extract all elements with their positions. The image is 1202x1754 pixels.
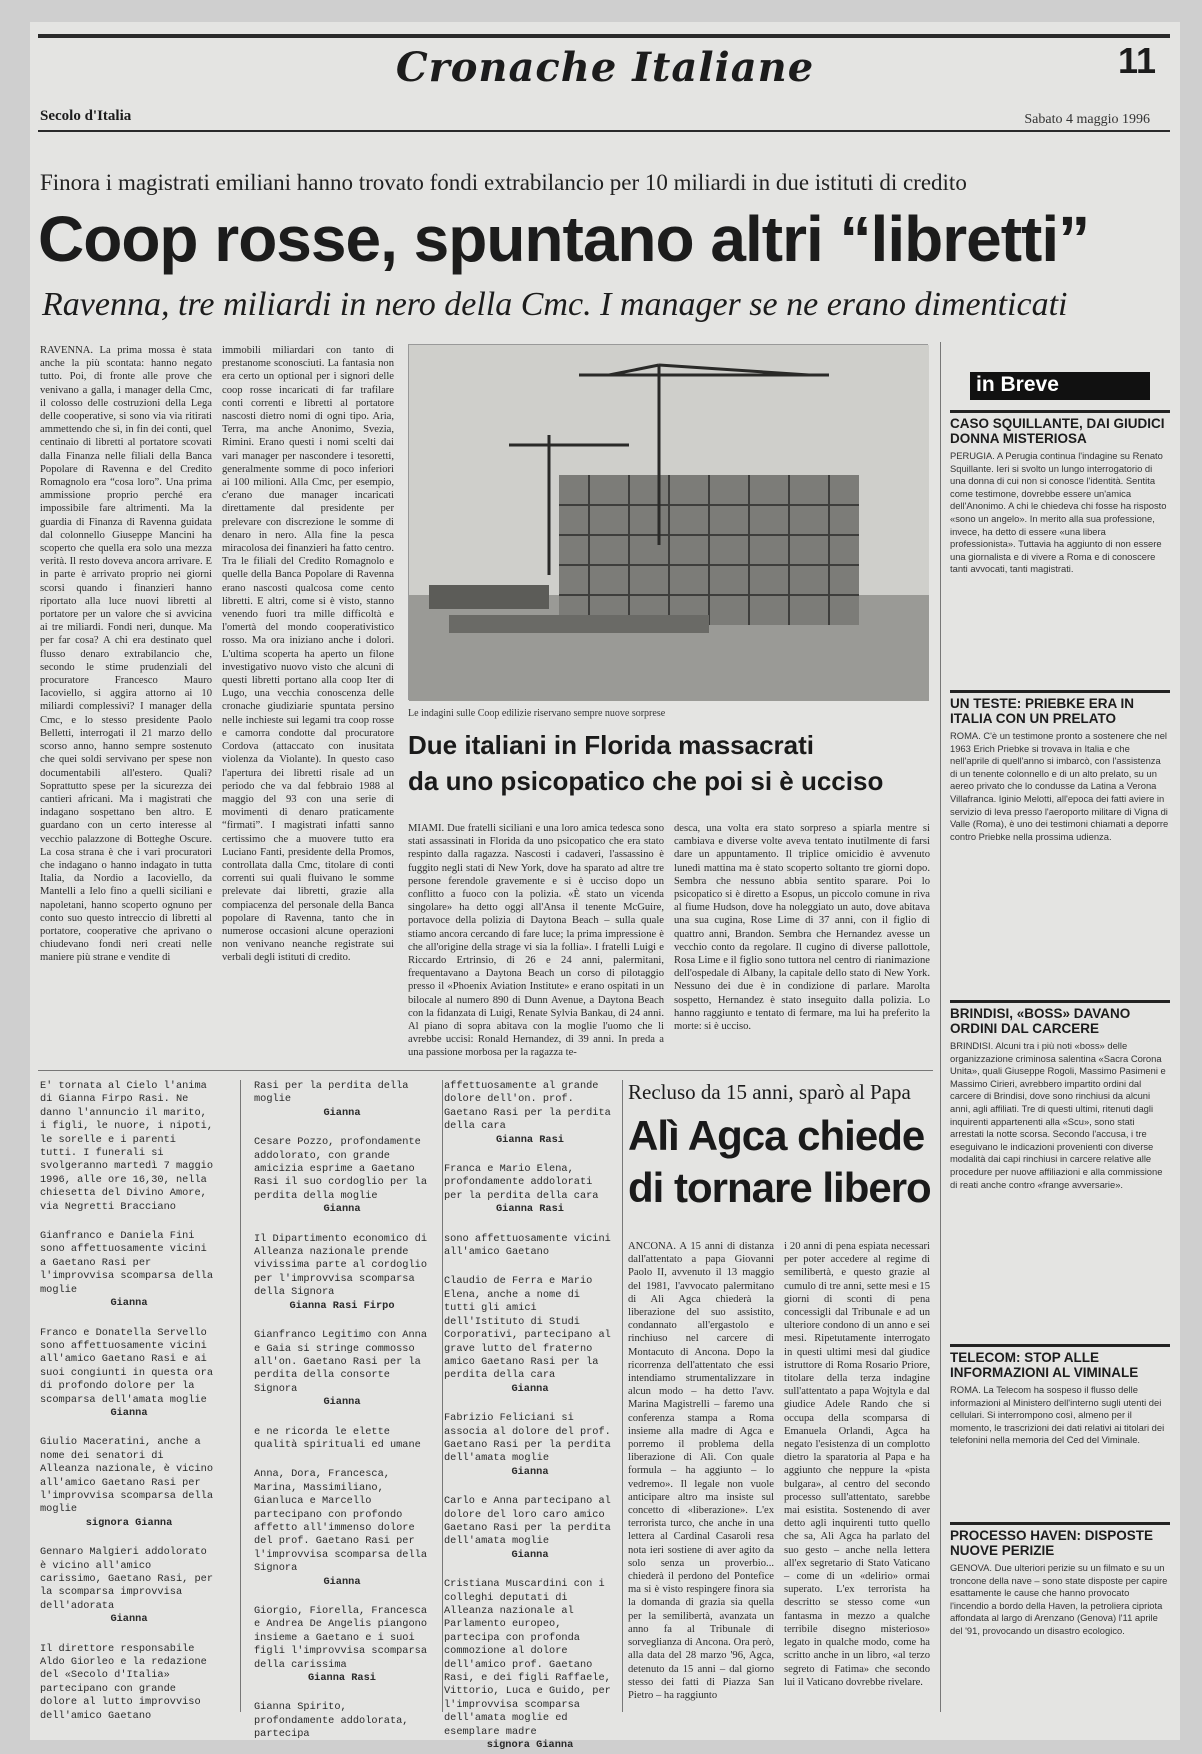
newspaper-page [30,22,1180,1752]
construction-site-photo [408,344,928,700]
obituary-notice [254,1233,430,1313]
agca-article-column-2: i 20 anni di pena espiata necessari per poter accedere al regime di semilibertà, e questo grazie al cumulo di tre anni, sette mesi e 15 giorni di sconti di pena concessigli dal Tribunale e ad un ulteriore condono di un anno e sei mesi. Ripetutamente interrogato in questi ultimi mesi dal giudice istruttore di Roma Rosario Priore, titolare della terza indagine sull'attentato a papa Wojtyla e dal giudice Adele Rando che si occupa della scomparsa di Emanuela Orlandi, Agca ha negato l'esistenza di un complotto dietro la sparatoria al Papa e ha aggiunto che neppure la «pista bulgara», al centro del secondo processo sull'attentato, sarebbe mai esistita. Sostenendo di aver detto agli inquirenti tutto quello che sa, Alì Agca ha parlato del suo gesto – anche nella lettera all'ex segretario di Stato Vaticano – come di un «delirio» ormai superato. L'ex terrorista ha descritto se stesso come «un fantasma in mezzo a qualche terribile disegno misterioso» legato in qualche modo, come ha scritto anche in un libro, «al terzo segreto di Fatima» che secondo lui il Vaticano dovrebbe rivelare. [784,1241,930,1688]
brief-item [950,1344,1170,1504]
obituary-signature: Gianna [511,1548,549,1561]
obituary-text: Gennaro Malgieri addolorato è vicino all'amico carissimo, Gaetano Rasi, per la scomparsa improvvisa dell'adorata [40,1546,214,1612]
newspaper-name: Secolo d'Italia [40,108,132,124]
florida-article-column-2: desca, una volta era stato sorpreso a spiarla mentre si cambiava e diverse volte aveva tentato inutilmente di farsi dare un appuntamento. Il triplice omicidio è avvenuto lunedì mattina ma è stato scoperto soltanto tre giorni dopo. Sembra che nessuno abbia sentito sparare. Poi lo psicopatico si è diretto a Esopus, un piccolo comune in riva al fiume Hudson, dove ha noleggiato un auto, dove abitava una sua cugina, Rose Lime di 37 anni, con il figlio di quattro anni, Brandon. Sembra che Hernandez avesse un vecchio conto da regolare. Il cugino di diverse pallottole, Rosa Lime e il figlio sono tuttora nel centro di rianimazione dell'ospedale di Albany, la capitale dello stato di New York. Nessuno dei due è in condizione di parlare. Marolta sospetto, Hernandez è stato inseguito dalla polizia. Lo hanno raggiunto e tentato di fermare, ma lui ha preferito la morte: si è ucciso. [674,823,930,1033]
obituary-notice [444,1578,616,1752]
obituary-notice [444,1163,616,1217]
obituary-text: Carlo e Anna partecipano al dolore del loro caro amico Gaetano Rasi per la perdita dell'amata moglie [444,1495,611,1548]
agca-headline-line-2: di tornare libero [628,1164,931,1211]
section-masthead: Cronache Italiane [395,44,815,91]
agca-kicker: Recluso da 15 anni, sparò al Papa [628,1080,911,1104]
photo-caption: Le indagini sulle Coop edilizie riservano sempre nuove sorprese [408,708,666,719]
brief-title: UN TESTE: PRIEBKE ERA IN ITALIA CON UN PRELATO [950,690,1170,726]
lead-article-column-2: immobili miliardari con tanto di prestanome sconosciuti. La fantasia non era certo un optional per i signori delle coop rosse incaricati di far trafilare conti correnti e libretti al portatore nascosti dietro nomi di ogni tipo. Aria, Terra, ma anche Anonimo, Svezia, Rimini. Erano questi i nomi scelti dai vari manager per nascondere i tesoretti, generalmente somme di poco inferiori ai 100 milioni. Alla Cmc, per esempio, c'erano due manager incaricati direttamente dal presidente per prelevare con discrezione le somme di denaro in nero. Alla fine la pesca miracolosa dei finanzieri ha fatto centro. Tra le filiali del Credito Romagnolo e quelle della Banca Popolare di Ravenna erano nascosti qualcosa come cento libretti. E altri, come si è visto, stanno venendo fuori tra mille difficoltà e l'omertà del mondo cooperativistico rosso. Ma ora iniziano anche i dolori. L'ultima scoperta ha aperto un filone investigativo nuovo visto che alcuni di questi libretti portano alla coop Iter di Lugo, una vecchia conoscenza delle cronache giudiziarie spuntata persino nelle inchieste sui legami tra coop rosse e camorra condotte dal procuratore Cordova (attaccato con inusitata violenza da Violante). In questo caso l'apertura dei libretti risale ad un periodo che va dal febbraio 1988 al maggio del 93 con una serie di movimenti di denaro praticamente “firmati”. I magistrati infatti sanno certissimo che a muovere tutto era Luciano Fanti, presidente della Promos, controllata dalla Cmc, titolare di conti correnti sui quali fluivano le somme prelevate dai libretti, grazie alla compiacenza del personale della Banca popolare di Ravenna, tanto che in numerose occasioni alcune operazioni non venivano neanche registrate sui verbali degli istituti di credito. [222,345,394,964]
brief-item [950,1522,1170,1712]
construction-photo-illustration [409,345,929,701]
obituary-notice [40,1327,218,1421]
obituary-text: Claudio de Ferra e Mario Elena, anche a nome di tutti gli amici dell'Istituto di Studi Corporativi, partecipano al grave lutto del fraterno amico Gaetano Rasi per la perdita della cara [444,1275,611,1382]
brief-item [950,1000,1170,1330]
lead-deck: Ravenna, tre miliardi in nero della Cmc. I manager se ne erano dimenticati [42,286,1068,323]
obituary-column-1 [40,1080,218,1722]
obituary-signature: Gianna Rasi [308,1672,376,1685]
obituary-text: Gianfranco Legitimo con Anna e Gaia si stringe commosso all'on. Gaetano Rasi per la perdita della consorte Signora [254,1329,428,1395]
obituary-notice [40,1230,218,1310]
obituary-signature: Gianna [323,1203,361,1216]
brief-item [950,690,1170,958]
obituary-signature: Gianna [110,1297,148,1310]
obituary-text: E' tornata al Cielo l'anima di Gianna Firpo Rasi. Ne danno l'annuncio il marito, i figli, le nuore, i nipoti, le sorelle e i parenti tutti. I funerali si svolgeranno martedì 7 maggio 1996, alle ore 16,30, nella chiesetta del Divino Amore, via Negretti Bracciano [40,1080,214,1213]
obituary-text: Il Dipartimento economico di Alleanza nazionale prende vivissima parte al cordoglio per l'improvvisa scomparsa della Signora [254,1232,428,1299]
obituary-notice [254,1136,430,1216]
florida-headline-line-1: Due italiani in Florida massacrati [408,730,815,760]
obituary-text: Anna, Dora, Francesca, Marina, Massimiliano, Gianluca e Marcello partecipano con profondo affetto all'immenso dolore del prof. Gaetano Rasi per l'improvvisa scomparsa della Signora [254,1468,428,1575]
obituary-signature: Gianna Rasi [496,1133,564,1146]
obituary-notice [254,1080,430,1120]
obituary-separator [442,1080,443,1712]
obituary-notice [40,1546,218,1626]
obituary-signature: Gianna [323,1575,361,1588]
obituary-text: affettuosamente al grande dolore dell'on. prof. Gaetano Rasi per la perdita della cara [444,1080,611,1133]
brief-text: BRINDISI. Alcuni tra i più noti «boss» delle organizzazione criminosa salentina «Sacra Corona Unita», quali Giuseppe Rogoli, Massimo Pasimeni e Massimo Cirieri, avrebbero impartito ordini dal carcere di Brindisi, dove sono rinchiusi da alcuni anni, agli affiliati. Tre di questi ultimi, ritenuti dagli inquirenti appartenenti alla «Scu», sono stati arrestati la notte scorsa. Secondo l'accusa, i tre eseguivano le indicazioni provenienti con diverse modalità dai capi rinchiusi in carcere relative alle procedure per nuove affiliazioni e alla commissione di reati anche contro «frange avversarie». [950,1040,1166,1190]
obituary-notice [254,1468,430,1589]
obituary-signature: Gianna [511,1382,549,1395]
brief-text: ROMA. C'è un testimone pronto a sostenere che nel 1963 Erich Priebke si trovava in Italia e che nell'aprile di quell'anno si imbarcò, con l'assistenza di un tenente colonnello e di un alto prelato, su un aereo privato che lo condusse da Latina a Verona Villafranca. Iginio Melotti, all'epoca dei fatti aviere in servizio di leva presso l'aeroporto militare di Vigna di Valle (Roma), è uno dei testimoni chiamati a deporre contro Priebke nella prossima udienza. [950,730,1169,842]
obituary-notice [254,1605,430,1685]
obituary-text: Gianna Spirito, profondamente addolorata, partecipa [254,1701,409,1741]
obituary-notice [444,1233,616,1260]
issue-date: Sabato 4 maggio 1996 [1024,112,1150,127]
obituary-notice [254,1426,430,1453]
obituary-signature: signora Gianna [486,1739,574,1752]
obituary-notice [40,1436,218,1530]
obituary-column-2 [254,1080,430,1741]
brief-text: ROMA. La Telecom ha sospeso il flusso delle informazioni al Ministero dell'interno sugli utenti dei cellulari. Si interrompono così, almeno per il momento, le trascrizioni dei dati relativi ai titolari dei telefonini nella memoria del Ced del Viminale. [950,1384,1165,1446]
brief-text: PERUGIA. A Perugia continua l'indagine su Renato Squillante. Ieri si svolto un lungo interrogatorio di una donna di cui non si conosce l'identità. Sentita come testimone, dovrebbe essere un'amica dell'Anonimo. A chi le chiedeva chi fosse ha risposto «sono un angelo». In merito alla sua professione, invece, ha detto di essere «una libera professionista». Tuttavia ha aggiunto di non essere una giornalista e di vivere a Roma e di conoscere tanti avvocati, tanti magistrati. [950,450,1167,575]
header-rule [38,130,1170,132]
agca-headline-line-1: Alì Agca chiede [628,1112,925,1159]
obituary-signature: signora Gianna [85,1516,173,1529]
top-rule [38,34,1170,38]
obituary-text: Giorgio, Fiorella, Francesca e Andrea De Angelis piangono insieme a Gaetano e i suoi figli l'improvvisa scomparsa della carissima [254,1605,428,1671]
obituary-signature: Gianna Rasi Firpo [289,1299,395,1312]
obituary-signature: Gianna Rasi [496,1203,564,1216]
obituary-text: Franco e Donatella Servello sono affettuosamente vicini all'amico Gaetano Rasi e ai suoi congiunti in questa ora di profondo dolore per la scomparsa dell'amata moglie [40,1326,214,1406]
obituary-notice [40,1643,218,1723]
brief-title: TELECOM: STOP ALLE INFORMAZIONI AL VIMINALE [950,1344,1170,1380]
agca-article-column-1: ANCONA. A 15 anni di distanza dall'attentato a papa Giovanni Paolo II, avvenuto il 13 maggio del 1981, l'avvocato palermitano di Alì Agca chiederà la liberazione del suo assistito, condannato all'ergastolo e rinchiuso nel carcere di Montacuto di Ancona. Dopo la ricorrenza dell'attentato che essi intendiamo strumentalizzare in alcun modo – ha detto l'avv. Marina Magistrelli – faremo una conferenza stampa a Roma insieme alla madre di Agca e porremo il problema della liberazione di Alì. Con quale formula – ha aggiunto – lo vedremo». Il legale non vuole anticipare altro ma insiste sul concetto di «liberazione». L'ex terrorista turco, che anche in una lettera al Cardinal Casaroli resa nota ieri sostiene di aver agito da solo senza un proverbio... chiederà il perdono del Pontefice ma si è visto respingere finora sia la domanda di grazia sia quella per la semilibertà, avanzata un anno fa al Tribunale di sorveglianza di Ancona. Ora però, alla data del 28 marzo '96, Agca, detenuto da 15 anni – dal giorno stesso dei fatti di Piazza San Pietro – ha raggiunto [628,1241,774,1701]
florida-headline-line-2: da uno psicopatico che poi si è ucciso [408,766,884,796]
page-number: 11 [1117,40,1156,81]
lead-article-column-1: RAVENNA. La prima mossa è stata anche la più scontata: hanno negato tutto. Poi, di fronte alle prove che venivano a galla, i manager della Cmc, il colosso delle costruzioni della Lega delle cooperative, si sono via via ritirati ammettendo che sì, in fin dei conti, quel centinaio di libretti al portatore scovati dalla Finanza nelle filiali della Banca Popolare di Ravenna e del Credito Romagnolo era “cosa loro”. Una prima ammissione proprio perché era impossibile fare altrimenti. Ma la guardia di Finanza di Ravenna guidata dal colonnello Giuseppe Mancini ha scoperto che quella era solo una mezza verità. Il resto doveva ancora arrivare. E in parte è arrivato proprio nei giorni scorsi quando i finanzieri hanno riportato alla luce nuovi libretti al portatore per un valore che si avvicina ai tre miliardi. Fondi neri, dunque. Ma per far cosa? A chi era destinato quel flusso denaro extrabilancio che, secondo le stime prudenziali del procuratore Francesco Mauro Iacoviello, si aggira attorno ai 10 miliardi complessivi? I manager della Cmc, e lo stesso presidente Paolo Belletti, interrogati il 21 marzo dello scorso anno, hanno sempre sostenuto che quei soldi servivano per spese non documentabili all'estero. Quali? Soprattutto spese per la sicurezza dei cantieri africani. Ma i magistrati che indagano sospettano ben altro. E guardano con un certo interesse al vecchio palazzone di Botteghe Oscure. La cosa strana è che i vari procuratori che indagano o hanno indagato in tutta Italia, da Nordio a Iacoviello, da Mantelli a Ielo fino a quelli siciliani e napoletani, hanno scoperto ognuno per conto suo questo intreccio di libretti al portatore, cooperative che aprivano o chiudevano fondi neri creati nelle maniere più strane e vendite di [40,345,212,964]
obituary-text: sono affettuosamente vicini all'amico Gaetano [444,1232,611,1259]
obituary-text: Fabrizio Feliciani si associa al dolore del prof. Gaetano Rasi per la perdita dell'amata moglie [444,1412,611,1465]
obituary-text: Cristiana Muscardini con i colleghi deputati di Alleanza nazionale al Parlamento europeo, partecipa con profonda commozione al dolore dell'amico prof. Gaetano Rasi, e dei figli Raffaele, Vittorio, Luca e Guido, per l'improvvisa scomparsa dell'amata moglie ed esemplare madre [444,1578,611,1738]
obituary-notice [254,1329,430,1409]
column-separator [940,342,941,1712]
obituary-notice [254,1701,430,1741]
obituary-notice [40,1080,218,1214]
lead-kicker: Finora i magistrati emiliani hanno trovato fondi extrabilancio per 10 miliardi in due istituti di credito [40,170,967,195]
brief-item [950,410,1170,656]
brief-text: GENOVA. Due ulteriori perizie su un filmato e su un troncone della nave – sono state disposte per capire esattamente le cause che hanno provocato l'incendio a bordo della Haven, la petroliera cipriota affondata al largo di Arenzano (Genova) l'11 aprile del '91, provocando un disastro ecologico. [950,1562,1168,1636]
obituary-text: Il direttore responsabile Aldo Giorleo e la redazione del «Secolo d'Italia» partecipano con grande dolore al lutto improvviso dell'amico Gaetano [40,1642,207,1722]
obituary-signature: Gianna [323,1106,361,1119]
obituary-text: Franca e Mario Elena, profondamente addolorati per la perdita della cara [444,1163,599,1202]
obituary-notice [444,1275,616,1396]
obituary-separator [240,1080,241,1712]
obituary-text: e ne ricorda le elette qualità spirituali ed umane [254,1425,421,1451]
obituary-signature: Gianna [110,1613,148,1626]
obituary-notice [444,1495,616,1562]
brief-title: BRINDISI, «BOSS» DAVANO ORDINI DAL CARCERE [950,1000,1170,1036]
brief-title: PROCESSO HAVEN: DISPOSTE NUOVE PERIZIE [950,1522,1170,1558]
obituary-signature: Gianna [323,1396,361,1409]
obituary-signature: Gianna [110,1406,148,1419]
obituary-text: Gianfranco e Daniela Fini sono affettuosamente vicini a Gaetano Rasi per l'improvvisa scomparsa della moglie [40,1230,214,1296]
section-rule [38,1070,933,1071]
obituary-text: Giulio Maceratini, anche a nome dei senatori di Alleanza nazionale, è vicino all'amico Gaetano Rasi per l'improvvisa scomparsa della moglie [40,1436,214,1516]
florida-article-column-1: MIAMI. Due fratelli siciliani e una loro amica tedesca sono stati assassinati in Florida da uno psicopatico che era stato respinto dalla ragazza. Nascosti i cadaveri, l'assassino è fuggito negli stati di New York, dove ha sparato ad altre tre persone ferendole gravemente e si è ucciso dopo un conflitto a fuoco con la polizia. «È stato un vicenda singolare» ha detto oggi all'Ansa il tenente McGuire, portavoce della polizia di Daytona Beach – sulla quale stiamo ancora cercando di fare luce; la prima impressione è che all'origine della strage vi sia la follia». I fratelli Luigi e Riccardo Ertrinsio, di 26 e 24 anni, palermitani, frequentavano a Daytona Beach un corso di pilotaggio presso il «Phoenix Aviation Institute» e erano ospitati in un bilocale al numero 890 di Dunn Avenue, a Daytona Beach con la fidanzata di Luigi, Renate Sylvia Bankau, di 24 anni. Al piano di sopra abitava con la moglie l'uomo che li avrebbe uccisi: Ronald Hernandez, di 39 anni. In preda a una passione morbosa per la ragazza te- [408,823,664,1059]
obituary-notice [444,1080,616,1147]
brief-title: CASO SQUILLANTE, DAI GIUDICI DONNA MISTERIOSA [950,410,1170,446]
lead-headline: Coop rosse, spuntano altri “libretti” [38,203,1090,275]
obituary-notice [444,1412,616,1479]
obituary-signature: Gianna [511,1465,549,1478]
obituary-section-separator [622,1080,623,1712]
obituary-text: Rasi per la perdita della moglie [254,1080,409,1106]
in-breve-logo: in Breve [970,372,1150,400]
obituary-text: Cesare Pozzo, profondamente addolorato, con grande amicizia esprime a Gaetano Rasi il suo cordoglio per la perdita della moglie [254,1136,428,1202]
obituary-column-3 [444,1080,616,1752]
